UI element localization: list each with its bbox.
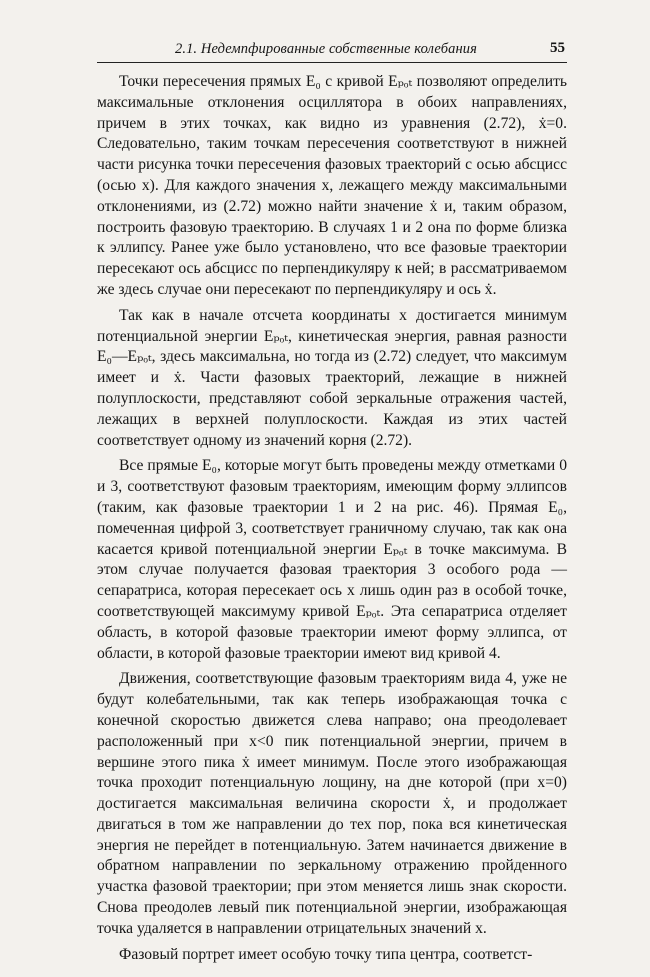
paragraph-1: Точки пересечения прямых E₀ с кривой Eₚₒₜ позволяют определить максимальные отклонения осциллятора в обоих направлениях, причем в этих точках, как видно из уравнения (2.72), ẋ=0. Следовательно, таким точкам пересечения соответствуют в нижней части рисунка точки пересечения фазовых траекторий с осью абсцисс (осью x). Для каждого значения x, лежащего между максимальными отклонениями, из (2.72) можно найти значение ẋ и, таким образом, построить фазовую траекторию. В случаях 1 и 2 она по форме близка к эллипсу. Ранее уже было установлено, что все фазовые траектории пересекают ось абсцисс по перпендикуляру к ней; в рассматриваемом же здесь случае они пересекают по перпендикуляру и ось ẋ. — [97, 73, 567, 298]
paragraph-3: Все прямые E₀, которые могут быть проведены между отметками 0 и 3, соответствуют фазовым траекториям, имеющим форму эллипсов (таким, как фазовые траектории 1 и 2 на рис. 46). Прямая E₀, помеченная цифрой 3, соответствует граничному случаю, так как она касается кривой потенциальной энергии Eₚₒₜ в точке максимума. В этом случае получается фазовая траектория 3 особого рода — сепаратриса, которая пересекает ось x лишь один раз в особой точке, соответствующей максимуму кривой Eₚₒₜ. Эта сепаратриса отделяет область, в которой фазовые траектории имеют форму эллипса, от области, в которой фазовые траектории имеют вид кривой 4. — [97, 457, 567, 662]
paragraph-4: Движения, соответствующие фазовым траекториям вида 4, уже не будут колебательными, так как теперь изображающая точка с конечной скоростью движется слева направо; она преодолевает расположенный при x<0 пик потенциальной энергии, причем в вершине этого пика ẋ имеет минимум. После этого изображающая точка проходит потенциальную лощину, на дне которой (при x=0) достигается максимальная величина скорости ẋ, и продолжает двигаться в том же направлении до тех пор, пока вся кинетическая энергия не перейдет в потенциальную. Затем начинается движение в обратном направлении по зеркальному отражению пройденного участка фазовой траектории; при этом меняется лишь знак скорости. Снова преодолев левый пик потенциальной энергии, изображающая точка удаляется в направлении отрицательных значений x. — [97, 670, 567, 937]
running-header — [97, 38, 567, 63]
paragraph-5: Фазовый портрет имеет особую точку типа центра, соответст- — [119, 945, 533, 963]
paragraph-2: Так как в начале отсчета координаты x достигается минимум потенциальной энергии Eₚₒₜ, кинетическая энергия, равная разности E₀—Eₚₒₜ, здесь максимальна, но тогда из (2.72) следует, что максимум имеет и ẋ. Части фазовых траекторий, лежащие в нижней полуплоскости, представляют собой зеркальные отражения частей, лежащих в верхней полуплоскости. Каждая из этих частей соответствует одному из значений корня (2.72). — [97, 306, 567, 449]
body-text — [97, 72, 567, 965]
section-title: 2.1. Недемпфированные собственные колебания — [175, 41, 477, 57]
page-number: 55 — [550, 40, 565, 56]
